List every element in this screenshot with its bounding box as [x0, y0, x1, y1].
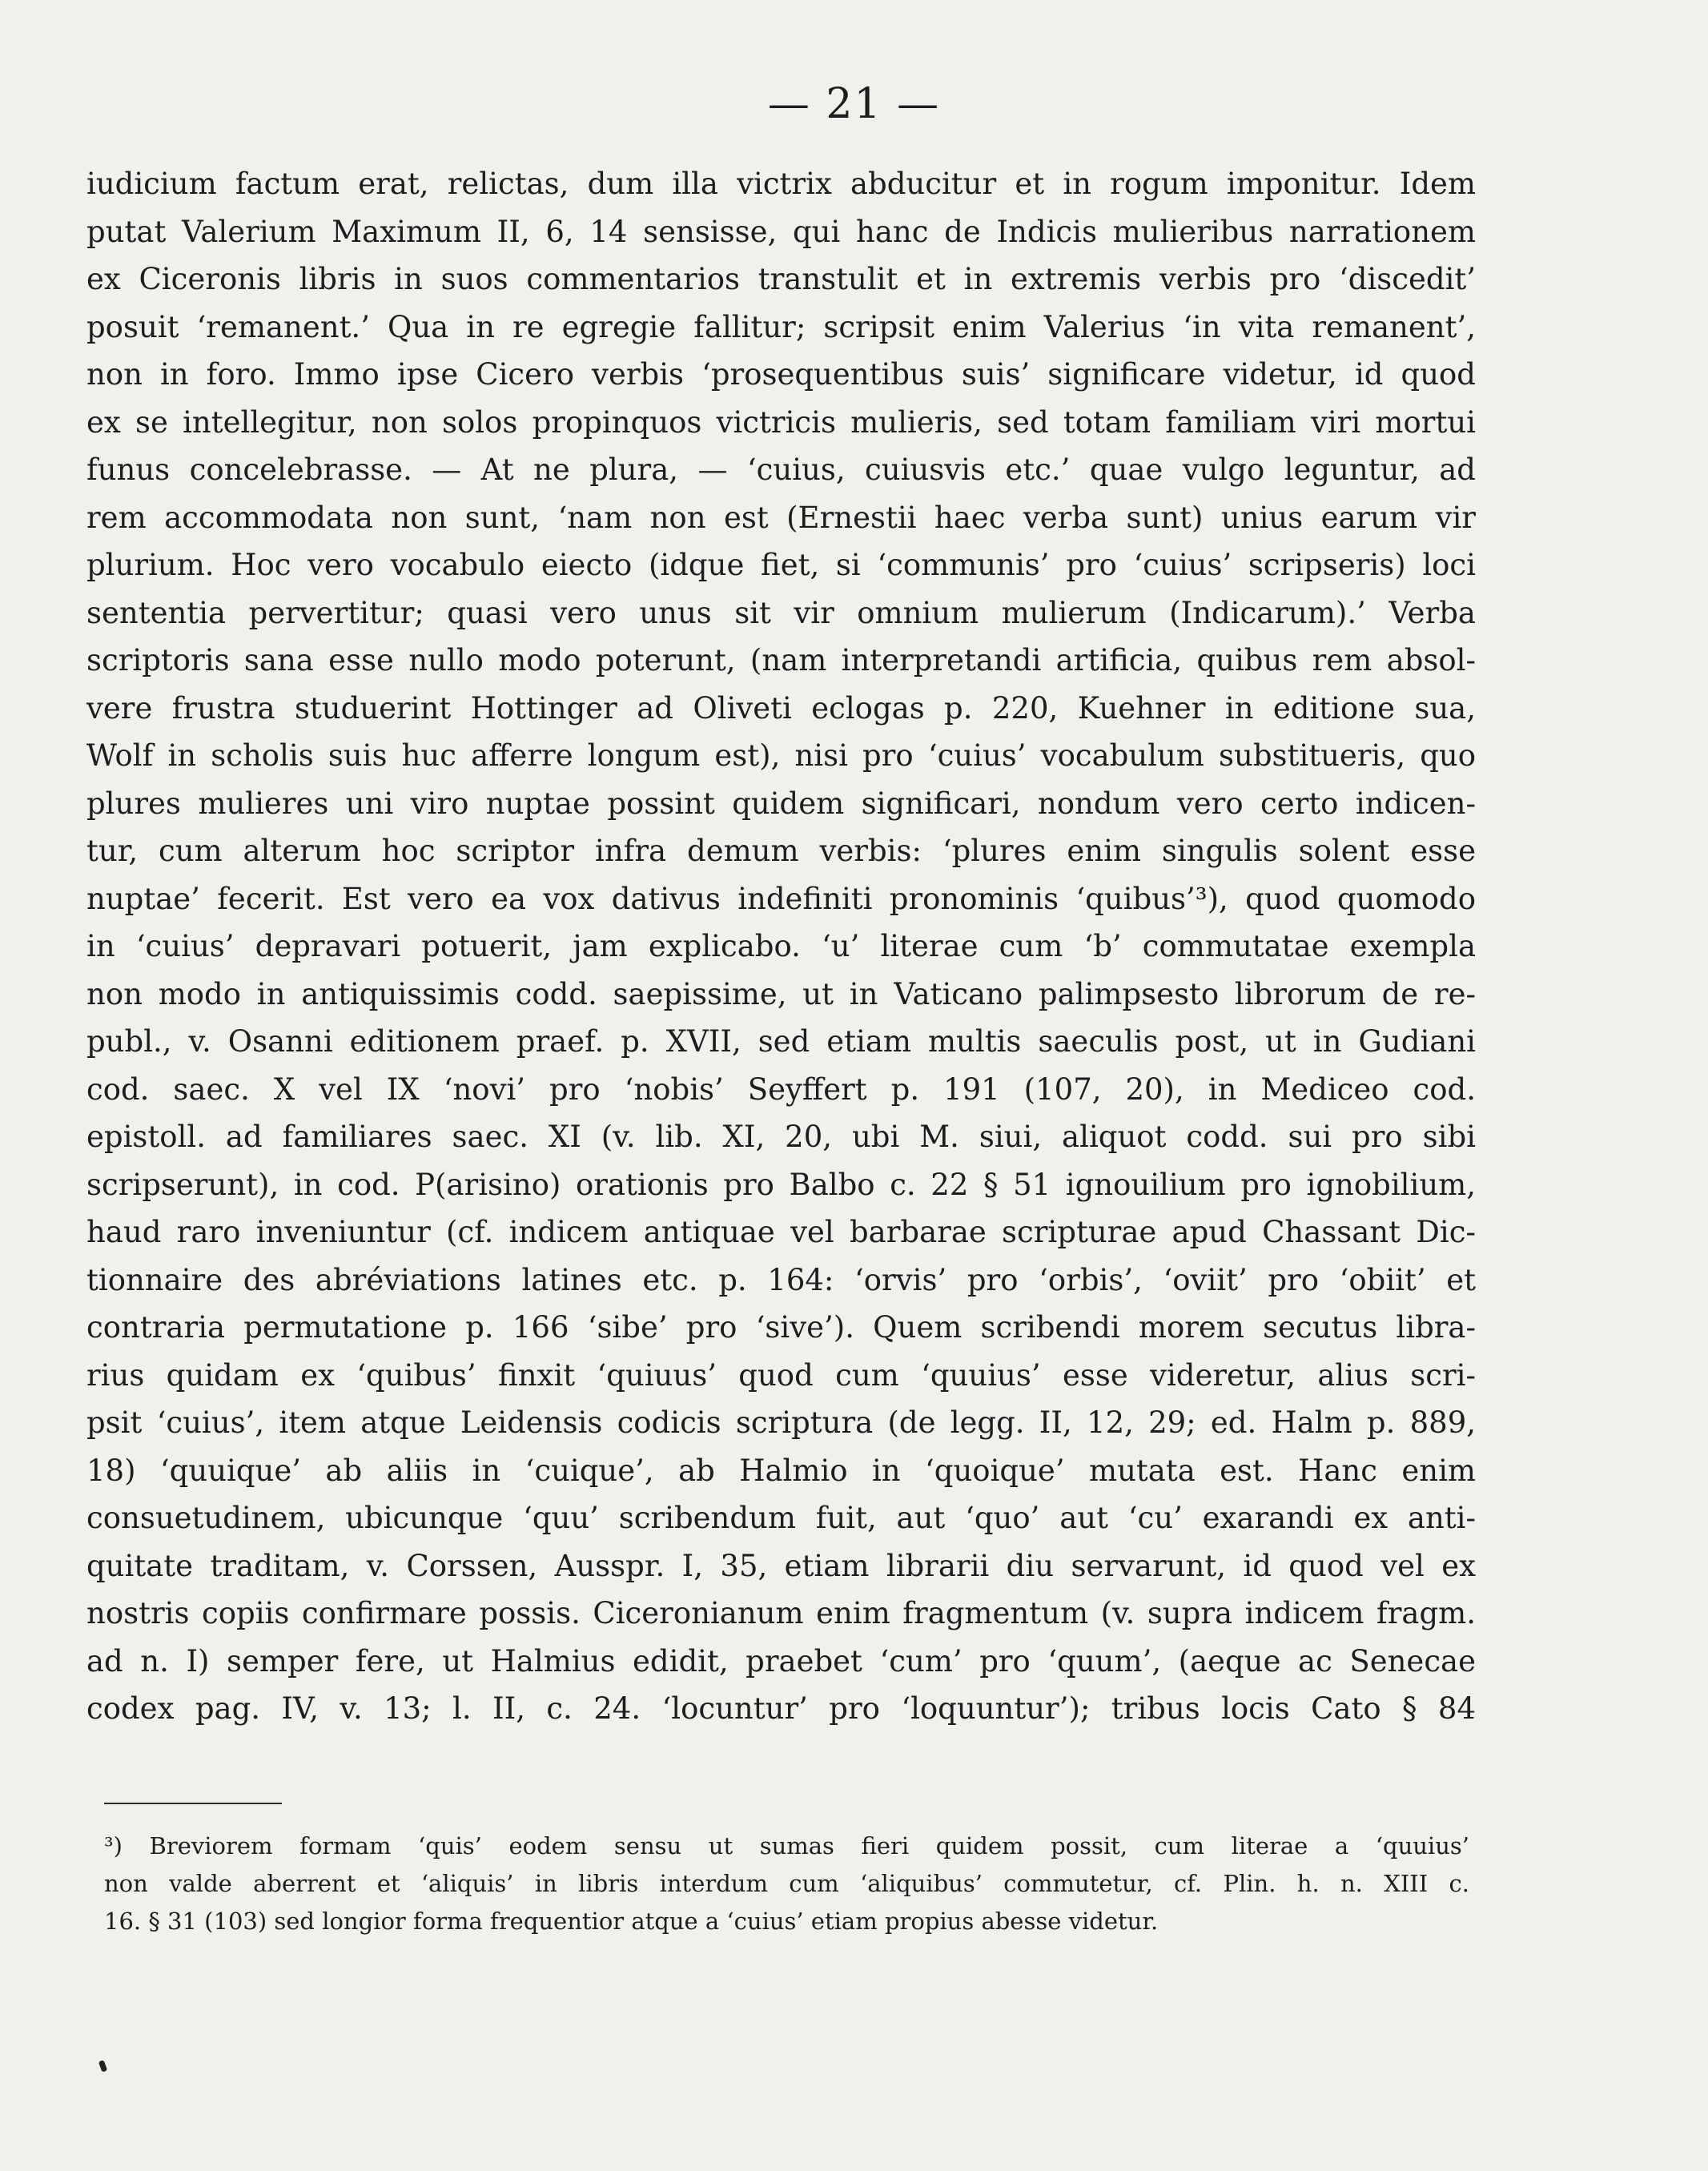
body-line: ex Ciceronis libris in suos commentarios transtulit et in extremis verbis pro ‘discedit’	[86, 262, 1476, 296]
body-line: ad n. I) semper fere, ut Halmius edidit, praebet ‘cum’ pro ‘quum’, (aeque ac Senecae	[86, 1643, 1476, 1679]
body-line: iudicium factum erat, relictas, dum illa victrix abducitur et in rogum imponitur. Idem	[86, 167, 1476, 201]
body-line: contraria permutatione p. 166 ‘sibe’ pro ‘sive’). Quem scribendi morem secutus libra-	[86, 1310, 1476, 1345]
body-line: in ‘cuius’ depravari potuerit, jam explicabo. ‘u’ literae cum ‘b’ commutatae exempla	[86, 929, 1476, 963]
footnote-rule	[104, 1803, 282, 1804]
body-line: nostris copiis confirmare possis. Ciceronianum enim fragmentum (v. supra indicem fragm.	[86, 1596, 1476, 1630]
body-line: non modo in antiquissimis codd. saepissime, ut in Vaticano palimpsesto librorum de re-	[86, 976, 1476, 1011]
body-line: scriptoris sana esse nullo modo poterunt, (nam interpretandi artificia, quibus rem absol-	[86, 643, 1476, 677]
body-line: publ., v. Osanni editionem praef. p. XVII, sed etiam multis saeculis post, ut in Gudiani	[86, 1024, 1476, 1059]
body-line: rius quidam ex ‘quibus’ finxit ‘quiuus’ quod cum ‘quuius’ esse videretur, alius scri-	[86, 1357, 1476, 1393]
body-line: epistoll. ad familiares saec. XI (v. lib. XI, 20, ubi M. siui, aliquot codd. sui pro sibi	[86, 1120, 1476, 1154]
body-line: haud raro inveniuntur (cf. indicem antiquae vel barbarae scripturae apud Chassant Dic-	[86, 1215, 1476, 1249]
body-line: non in foro. Immo ipse Cicero verbis ‘prosequentibus suis’ significare videtur, id quod	[86, 357, 1476, 392]
body-line: nuptae’ fecerit. Est vero ea vox dativus indefiniti pronominis ‘quibus’³), quod quomodo	[86, 881, 1476, 916]
body-line: 18) ‘quuique’ ab aliis in ‘cuique’, ab Halmio in ‘quoique’ mutata est. Hanc enim	[86, 1453, 1476, 1488]
footnote-line: 16. § 31 (103) sed longior forma frequentior atque a ‘cuius’ etiam propius abesse videtur.	[104, 1908, 1159, 1935]
body-line: quitate traditam, v. Corssen, Ausspr. I, 35, etiam librarii diu servarunt, id quod vel ex	[86, 1548, 1476, 1583]
body-line: posuit ‘remanent.’ Qua in re egregie fallitur; scripsit enim Valerius ‘in vita remanent’,	[86, 309, 1476, 344]
body-line: ex se intellegitur, non solos propinquos victricis mulieris, sed totam familiam viri mortui	[86, 404, 1476, 440]
body-line: consuetudinem, ubicunque ‘quu’ scribendum fuit, aut ‘quo’ aut ‘cu’ exarandi ex anti-	[86, 1501, 1476, 1535]
body-line: tionnaire des abréviations latines etc. p. 164: ‘orvis’ pro ‘orbis’, ‘oviit’ pro ‘obiit’ et	[86, 1262, 1476, 1297]
footnote-line: non valde aberrent et ‘aliquis’ in libris interdum cum ‘aliquibus’ commutetur, cf. Plin. h. n. XIII c.	[104, 1870, 1469, 1897]
body-line: plures mulieres uni viro nuptae possint quidem significari, nondum vero certo indicen-	[86, 786, 1476, 821]
body-line: vere frustra studuerint Hottinger ad Oliveti eclogas p. 220, Kuehner in editione sua,	[86, 690, 1476, 726]
body-line: Wolf in scholis suis huc afferre longum est), nisi pro ‘cuius’ vocabulum substitueris, quo	[86, 738, 1476, 773]
body-line: plurium. Hoc vero vocabulo eiecto (idque fiet, si ‘communis’ pro ‘cuius’ scripseris) loci	[86, 548, 1476, 582]
body-line: funus concelebrasse. — At ne plura, — ‘cuius, cuiusvis etc.’ quae vulgo leguntur, ad	[86, 452, 1476, 487]
ink-mark	[98, 2060, 107, 2073]
footnotes	[104, 1827, 1469, 1940]
body-line: scripserunt), in cod. P(arisino) orationis pro Balbo c. 22 § 51 ignouilium pro ignobilium,	[86, 1167, 1476, 1202]
body-line: codex pag. IV, v. 13; l. II, c. 24. ‘locuntur’ pro ‘loquuntur’); tribus locis Cato § 84	[86, 1691, 1476, 1726]
body-line: tur, cum alterum hoc scriptor infra demum verbis: ‘plures enim singulis solent esse	[86, 834, 1476, 868]
body-line: psit ‘cuius’, item atque Leidensis codicis scriptura (de legg. II, 12, 29; ed. Halm p. 889,	[86, 1405, 1476, 1440]
body-text	[86, 160, 1476, 1733]
body-line: rem accommodata non sunt, ‘nam non est (Ernestii haec verba sunt) unius earum vir	[86, 500, 1476, 535]
body-line: cod. saec. X vel IX ‘novi’ pro ‘nobis’ Seyffert p. 191 (107, 20), in Mediceo cod.	[86, 1071, 1476, 1107]
body-line: putat Valerium Maximum II, 6, 14 sensisse, qui hanc de Indicis mulieribus narrationem	[86, 214, 1476, 249]
body-line: sententia pervertitur; quasi vero unus sit vir omnium mulierum (Indicarum).’ Verba	[86, 595, 1476, 630]
footnote-line: ³) Breviorem formam ‘quis’ eodem sensu ut sumas fieri quidem possit, cum literae a ‘quuius’	[104, 1832, 1469, 1859]
page-number: — 21 —	[767, 80, 941, 128]
